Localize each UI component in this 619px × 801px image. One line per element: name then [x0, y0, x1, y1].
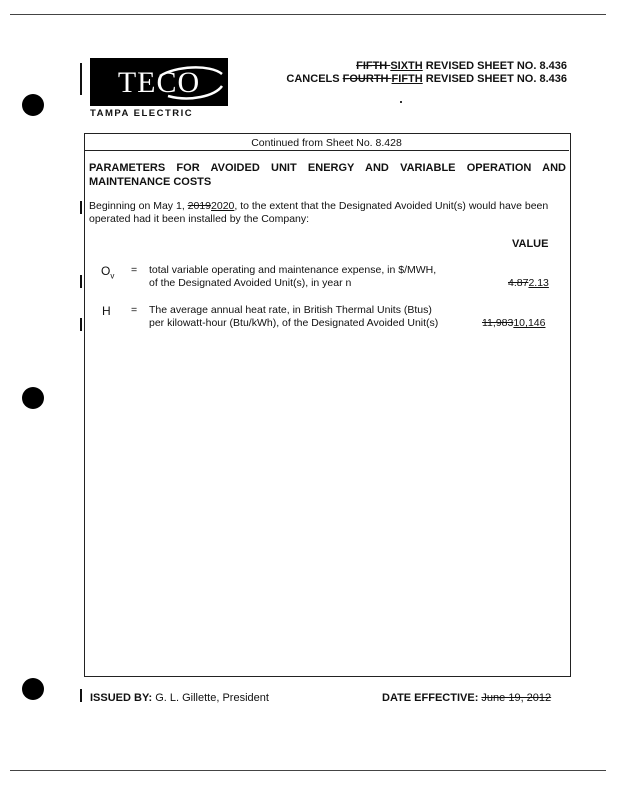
param-value-ov: [508, 277, 549, 289]
param-desc-line1: The average annual heat rate, in British Thermal Units (Btus): [149, 304, 432, 316]
new-value: 2.13: [528, 277, 549, 289]
param-desc-line2: of the Designated Avoided Unit(s), in year n: [149, 277, 352, 289]
speck: [400, 101, 402, 103]
value-header: VALUE: [512, 238, 549, 250]
param-desc-line1: total variable operating and maintenance expense, in $/MWH,: [149, 264, 437, 276]
param-symbol-ov: $O_v$: [101, 264, 115, 281]
punch-hole-middle: [22, 387, 44, 409]
punch-hole-bottom: [22, 678, 44, 700]
teco-logo: [90, 58, 228, 106]
sheet-number-line: FIFTH SIXTH REVISED SHEET NO. 8.436: [356, 60, 567, 72]
top-rule: [10, 14, 606, 15]
revision-bar-ov: [80, 275, 82, 288]
revision-bar-header: [80, 63, 82, 95]
revision-bar-intro: [80, 201, 82, 214]
deleted-date: June 19, 2012: [481, 692, 552, 704]
deleted-year: 2019: [187, 200, 212, 212]
section-title: PARAMETERS FOR AVOIDED UNIT ENERGY AND VARIABLE OPERATION AND MAINTENANCE COSTS: [89, 162, 566, 188]
intro-paragraph: Beginning on May 1, 20192020, to the extent that the Designated Avoided Unit(s) would have been operated had it been installed by the Company:: [89, 200, 549, 225]
cancels-line: CANCELS FOURTH FIFTH REVISED SHEET NO. 8.436: [286, 73, 567, 85]
inserted-revision: FIFTH: [391, 73, 423, 85]
continued-note: Continued from Sheet No. 8.428: [251, 137, 402, 149]
inserted-revision: SIXTH: [390, 60, 423, 72]
logo-brand: TECO: [117, 66, 201, 99]
param-symbol-h: H: [102, 304, 111, 318]
new-value: 10,146: [513, 317, 546, 329]
param-value-h: [482, 317, 545, 329]
param-desc-line2: per kilowatt-hour (Btu/kWh), of the Designated Avoided Unit(s): [149, 317, 439, 329]
date-effective: DATE EFFECTIVE: June 19, 2012: [382, 692, 552, 704]
param-eq: =: [131, 264, 138, 276]
bottom-rule: [10, 770, 606, 771]
issued-by: ISSUED BY: G. L. Gillette, President: [90, 692, 269, 704]
param-eq: =: [131, 304, 138, 316]
revision-bar-footer: [80, 689, 82, 702]
deleted-revision: FIFTH: [356, 60, 391, 72]
inserted-year: 2020: [211, 200, 235, 212]
old-value: 11,983: [482, 317, 514, 329]
punch-hole-top: [22, 94, 44, 116]
old-value: 4.87: [508, 277, 529, 289]
logo-subtitle: TAMPA ELECTRIC: [90, 108, 194, 119]
continued-divider: [84, 150, 569, 151]
revision-bar-h: [80, 318, 82, 331]
deleted-revision: FOURTH: [342, 73, 392, 85]
